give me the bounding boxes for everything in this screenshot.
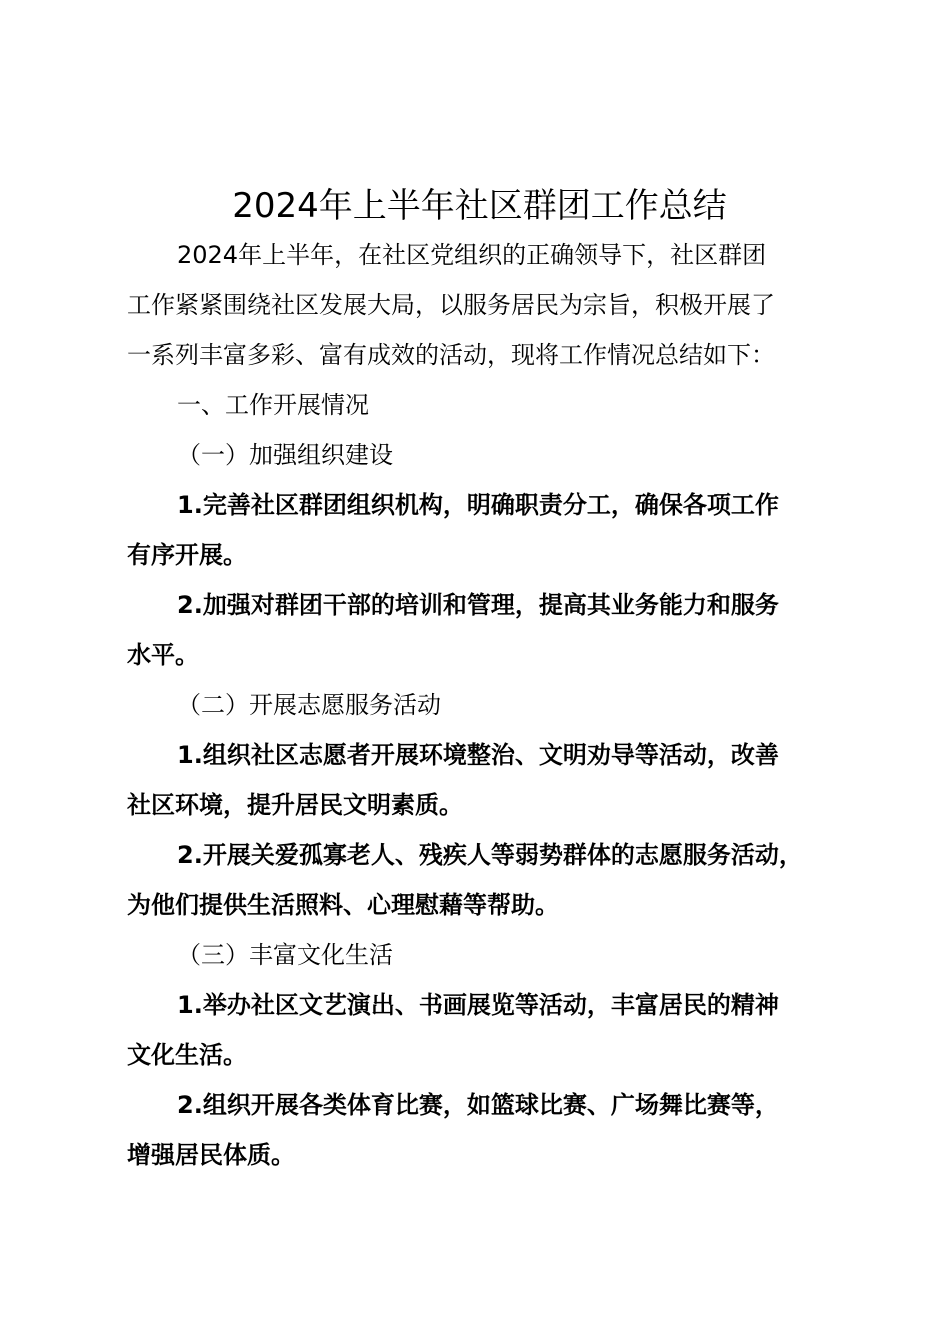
item-line: 1.组织社区志愿者开展环境整治、文明劝导等活动，改善 bbox=[177, 741, 779, 769]
item-line: 社区环境，提升居民文明素质。 bbox=[127, 791, 463, 819]
item-line: 为他们提供生活照料、心理慰藉等帮助。 bbox=[127, 891, 559, 919]
item-line: 1.完善社区群团组织机构，明确职责分工，确保各项工作 bbox=[177, 491, 779, 519]
intro-line: 工作紧紧围绕社区发展大局，以服务居民为宗旨，积极开展了 bbox=[127, 291, 775, 319]
intro-line: 一系列丰富多彩、富有成效的活动，现将工作情况总结如下： bbox=[127, 341, 775, 369]
list-item bbox=[127, 830, 832, 930]
subsection-heading: （三）丰富文化生活 bbox=[177, 941, 393, 969]
section-heading: 一、工作开展情况 bbox=[177, 391, 369, 419]
document-body bbox=[127, 230, 832, 1180]
subsection-heading: （二）开展志愿服务活动 bbox=[177, 691, 441, 719]
list-item bbox=[127, 480, 832, 580]
item-line: 增强居民体质。 bbox=[127, 1141, 295, 1169]
item-line: 文化生活。 bbox=[127, 1041, 247, 1069]
list-item bbox=[127, 730, 832, 830]
item-line: 2.开展关爱孤寡老人、残疾人等弱势群体的志愿服务活动， bbox=[177, 841, 803, 869]
item-line: 2.组织开展各类体育比赛，如篮球比赛、广场舞比赛等， bbox=[177, 1091, 779, 1119]
intro-line: 2024年上半年，在社区党组织的正确领导下，社区群团 bbox=[177, 241, 767, 269]
intro-paragraph bbox=[127, 230, 832, 380]
item-line: 水平。 bbox=[127, 641, 199, 669]
item-line: 1.举办社区文艺演出、书画展览等活动，丰富居民的精神 bbox=[177, 991, 779, 1019]
item-line: 有序开展。 bbox=[127, 541, 247, 569]
document-title: 2024年上半年社区群团工作总结 bbox=[232, 186, 727, 226]
item-line: 2.加强对群团干部的培训和管理，提高其业务能力和服务 bbox=[177, 591, 779, 619]
list-item bbox=[127, 1080, 832, 1180]
subsection-heading: （一）加强组织建设 bbox=[177, 441, 393, 469]
list-item bbox=[127, 980, 832, 1080]
list-item bbox=[127, 580, 832, 680]
